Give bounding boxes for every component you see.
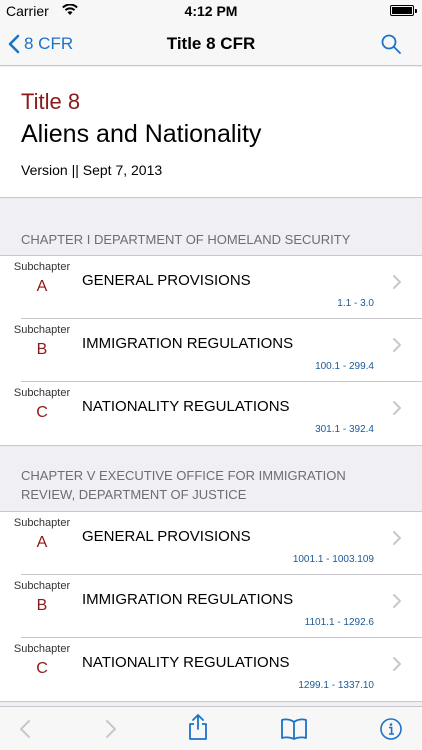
chevron-right-icon — [392, 593, 402, 609]
chevron-right-icon — [392, 656, 402, 672]
chapter-header: CHAPTER I DEPARTMENT OF HOMELAND SECURITY — [21, 232, 351, 247]
subchapter-row[interactable] — [0, 512, 422, 575]
subchapter-letter: B — [36, 597, 48, 614]
subchapter-name: IMMIGRATION REGULATIONS — [82, 335, 294, 352]
share-button[interactable] — [186, 717, 210, 741]
section-range: 1.1 - 3.0 — [337, 298, 374, 309]
subchapter-label: Subchapter — [13, 387, 71, 399]
subchapter-name: NATIONALITY REGULATIONS — [82, 654, 290, 671]
subchapter-letter: C — [36, 660, 48, 677]
subchapter-row[interactable] — [0, 575, 422, 638]
chevron-right-icon — [392, 337, 402, 353]
chevron-right-icon — [392, 530, 402, 546]
version-label: Version || Sept 7, 2013 — [21, 162, 163, 178]
subchapter-letter: A — [36, 534, 48, 551]
bookmarks-button[interactable] — [280, 717, 308, 741]
navigation-bar — [0, 22, 422, 66]
clock: 4:12 PM — [184, 3, 238, 19]
subchapter-row[interactable] — [0, 382, 422, 445]
subchapter-letter: B — [36, 341, 48, 358]
toolbar — [0, 706, 422, 750]
section-range: 1299.1 - 1337.10 — [298, 680, 374, 691]
title-name: Aliens and Nationality — [21, 120, 262, 148]
search-icon — [380, 33, 402, 55]
info-button[interactable] — [379, 717, 403, 741]
page-title: Title 8 CFR — [166, 34, 256, 53]
subchapter-row[interactable] — [0, 256, 422, 319]
subchapter-row[interactable] — [0, 638, 422, 701]
status-bar — [0, 0, 422, 22]
subchapter-label: Subchapter — [13, 517, 71, 529]
subchapter-name: IMMIGRATION REGULATIONS — [82, 591, 294, 608]
section-range: 301.1 - 392.4 — [315, 424, 374, 435]
book-icon — [280, 717, 308, 741]
subchapter-label: Subchapter — [13, 643, 71, 655]
subchapter-label: Subchapter — [13, 324, 71, 336]
share-icon — [186, 713, 210, 741]
subchapter-name: GENERAL PROVISIONS — [82, 272, 251, 289]
subchapter-letter: A — [36, 278, 48, 295]
back-label: 8 CFR — [24, 34, 74, 53]
subchapter-name: GENERAL PROVISIONS — [82, 528, 251, 545]
section-range: 1101.1 - 1292.6 — [304, 617, 374, 628]
chapter-list — [0, 255, 422, 446]
search-button[interactable] — [380, 33, 402, 55]
chapter-list — [0, 511, 422, 702]
back-arrow-icon — [14, 717, 38, 741]
forward-arrow-icon — [98, 717, 122, 741]
subchapter-row[interactable] — [0, 319, 422, 382]
chevron-right-icon — [392, 274, 402, 290]
title-number: Title 8 — [21, 89, 81, 114]
info-icon — [379, 717, 403, 741]
title-header — [0, 67, 422, 198]
chevron-right-icon — [392, 400, 402, 416]
section-range: 100.1 - 299.4 — [315, 361, 374, 372]
subchapter-name: NATIONALITY REGULATIONS — [82, 398, 290, 415]
subchapter-letter: C — [36, 404, 48, 421]
section-range: 1001.1 - 1003.109 — [292, 554, 374, 565]
chapter-header: CHAPTER V EXECUTIVE OFFICE FOR IMMIGRATION REVIEW, DEPARTMENT OF JUSTICE — [21, 468, 346, 502]
subchapter-label: Subchapter — [13, 261, 71, 273]
battery-icon — [390, 5, 414, 16]
subchapter-label: Subchapter — [13, 580, 71, 592]
forward-arrow-button[interactable] — [98, 717, 122, 741]
carrier-label: Carrier — [6, 3, 49, 19]
back-arrow-button[interactable] — [14, 717, 38, 741]
